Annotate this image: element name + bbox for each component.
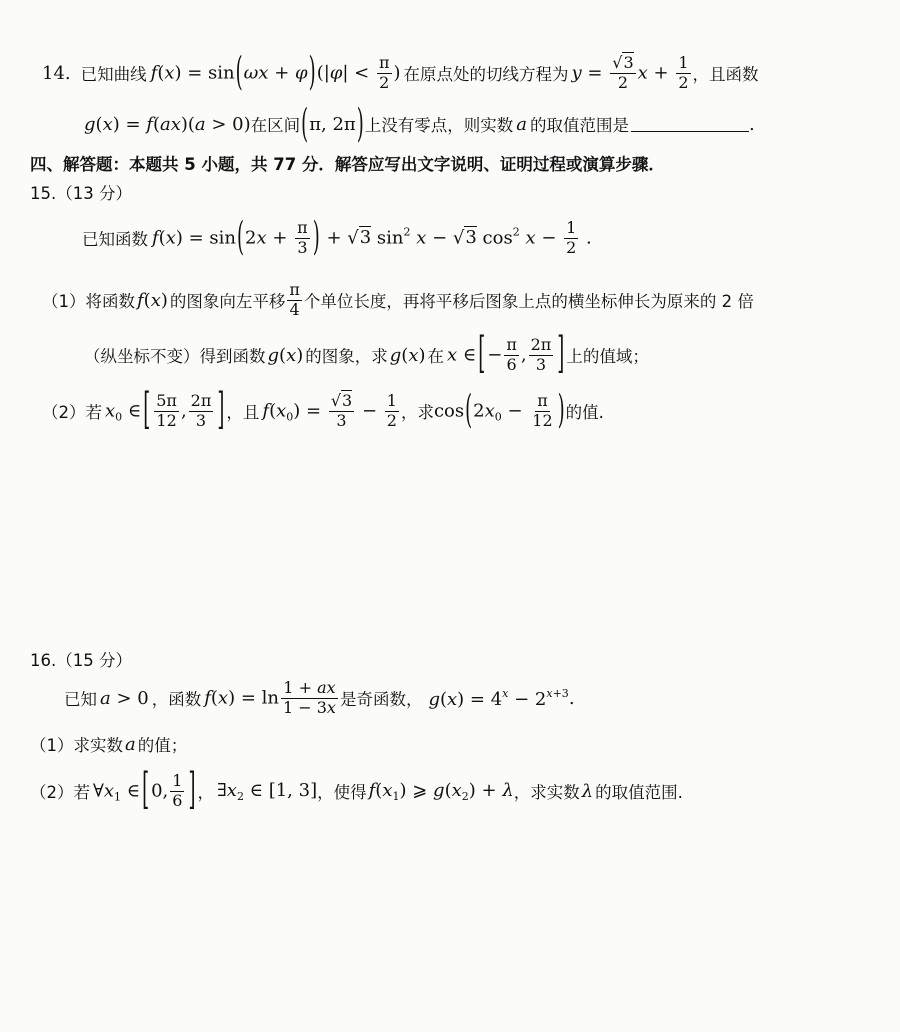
q16-part1-label: （1） xyxy=(30,736,74,755)
q15-part2-line xyxy=(42,385,604,436)
q14-text-e: 上没有零点，则实数 xyxy=(364,116,514,135)
q15-part1-f: 在 xyxy=(427,347,444,367)
q15-fx: f(x) xyxy=(137,289,168,311)
q16-forall-x1: $\forall x_1$ ∈ [ 0, $\frac{1}{6}$ ] xyxy=(93,765,196,816)
q16-part1-b: 的值； xyxy=(137,736,188,755)
q15-part2-b: ，且 xyxy=(226,403,260,423)
q15-shift-pi4: $\frac{\pi}{4}$ xyxy=(289,280,300,319)
q16-intro-c: 是奇函数， xyxy=(339,690,423,710)
q15-gx-2: g(x) xyxy=(389,344,426,366)
q15-cos-expr: $\cos(2x_0$ − $\frac{\pi}{12}$ ) xyxy=(433,387,565,434)
q16-part1-line xyxy=(30,732,187,756)
q16-part2-e: 的取值范围. xyxy=(595,783,683,803)
q16-formula-f: f(x) = ln $\frac{1 + ax}{1 - 3x}$ xyxy=(204,678,336,717)
q16-part2-d: ，求实数 xyxy=(513,783,580,803)
q16-part2-c: ，使得 xyxy=(317,783,367,803)
q16-part2-label: （2） xyxy=(30,783,74,803)
q16-a-positive: a > 0 xyxy=(100,687,149,709)
q15-intro-line xyxy=(82,214,592,261)
q15-part2-label: （2） xyxy=(42,403,86,423)
q15-part1-a: 将函数 xyxy=(85,292,135,312)
q15-part2-c: ，求 xyxy=(400,403,434,423)
q14-answer-blank xyxy=(631,117,749,132)
q14-line1 xyxy=(42,49,759,96)
q15-part1-e: 的图象，求 xyxy=(305,347,388,367)
q15-part2-a: 若 xyxy=(85,403,102,423)
q16-part2-a: 若 xyxy=(73,783,90,803)
q15-part1-c: 个单位长度，再将平移后图象上点的横坐标伸长为原来的 2 倍 xyxy=(303,292,754,312)
q14-text-c: ，且函数 xyxy=(692,65,759,85)
q14-tangent-formula: y = $\frac{√3}{2}$ x + $\frac{1}{2}$ xyxy=(571,53,689,92)
q15-gx-1: g(x) xyxy=(267,344,304,366)
q15-header: 15.（13 分） xyxy=(30,184,132,203)
q15-part1-g: 上的值域； xyxy=(566,347,649,367)
section4-title: 四、解答题：本题共 5 小题，共 77 分．解答应写出文字说明、证明过程或演算步骤． xyxy=(30,155,665,174)
q14-formula-g: g(x) = f(ax)(a > 0) xyxy=(84,113,251,135)
q14-line2 xyxy=(84,100,755,148)
q14-var-a: a xyxy=(516,113,528,135)
q16-part1-text: 求实数 xyxy=(73,736,123,755)
q14-text-a: 已知曲线 xyxy=(80,65,147,85)
q16-var-lambda: λ xyxy=(581,780,594,802)
q16-intro-end: . xyxy=(568,687,575,709)
q15-part1-label: （1） xyxy=(42,292,86,312)
q15-x0-domain: $x_0$ ∈ [ $\frac{5\pi}{12}$ , $\frac{2\pi}{3}$ ] xyxy=(105,385,225,436)
q15-part1-d: （纵坐标不变）得到函数 xyxy=(84,347,266,367)
q16-intro-line xyxy=(64,680,575,717)
q15-part1-b: 的图象向左平移 xyxy=(169,292,286,312)
q14-formula-f: f(x) = sin(ωx + φ)(|φ| < $\frac{\pi}{2}$ ) xyxy=(150,49,401,96)
q16-intro-b: ，函数 xyxy=(151,690,202,710)
q15-domain: x ∈ [ − $\frac{\pi}{6}$ , $\frac{2\pi}{3}$ ] xyxy=(447,329,565,380)
q15-intro: 已知函数 xyxy=(82,230,148,250)
q14-text-f: 的取值范围是 xyxy=(530,116,630,135)
q14-text-d: 在区间 xyxy=(250,116,301,135)
q15-part1-line2 xyxy=(84,329,649,380)
q14-text-b: 在原点处的切线方程为 xyxy=(403,65,569,85)
q16-header: 16.（15 分） xyxy=(30,651,132,670)
q16-header-line xyxy=(30,647,132,671)
q16-exists-x2: $\exists x_2$ ∈ [1, 3] xyxy=(217,779,318,803)
q15-part1-line1 xyxy=(42,282,754,319)
q14-interval: (π, 2π) xyxy=(301,100,364,148)
q16-formula-g: $g(x) = 4^x - 2^{x+3}$ xyxy=(428,686,569,710)
q15-fx0-value: $f(x_0)$ = $\frac{√3}{3}$ − $\frac{1}{2}$ xyxy=(262,391,397,430)
q16-part2-line xyxy=(30,765,683,816)
q16-inequality: $f(x_1)$ ⩾ $g(x_2) + \lambda$ xyxy=(368,779,514,803)
q15-header-line xyxy=(30,180,132,204)
q16-part2-b: ， xyxy=(197,783,215,803)
q14-end-dot: . xyxy=(749,113,755,135)
q16-intro-a: 已知 xyxy=(64,690,97,710)
q16-var-a: a xyxy=(125,733,136,755)
q14-number: 14. xyxy=(42,62,71,84)
q15-part2-d: 的值. xyxy=(565,403,604,423)
q15-formula-f: f(x) = sin(2x + $\frac{\pi}{3}$ ) + √3 $\sin^2 x - √3$ $\cos^2 x$ − $\frac{1}{2}$ . xyxy=(152,214,592,261)
section4-title-line xyxy=(30,151,665,175)
